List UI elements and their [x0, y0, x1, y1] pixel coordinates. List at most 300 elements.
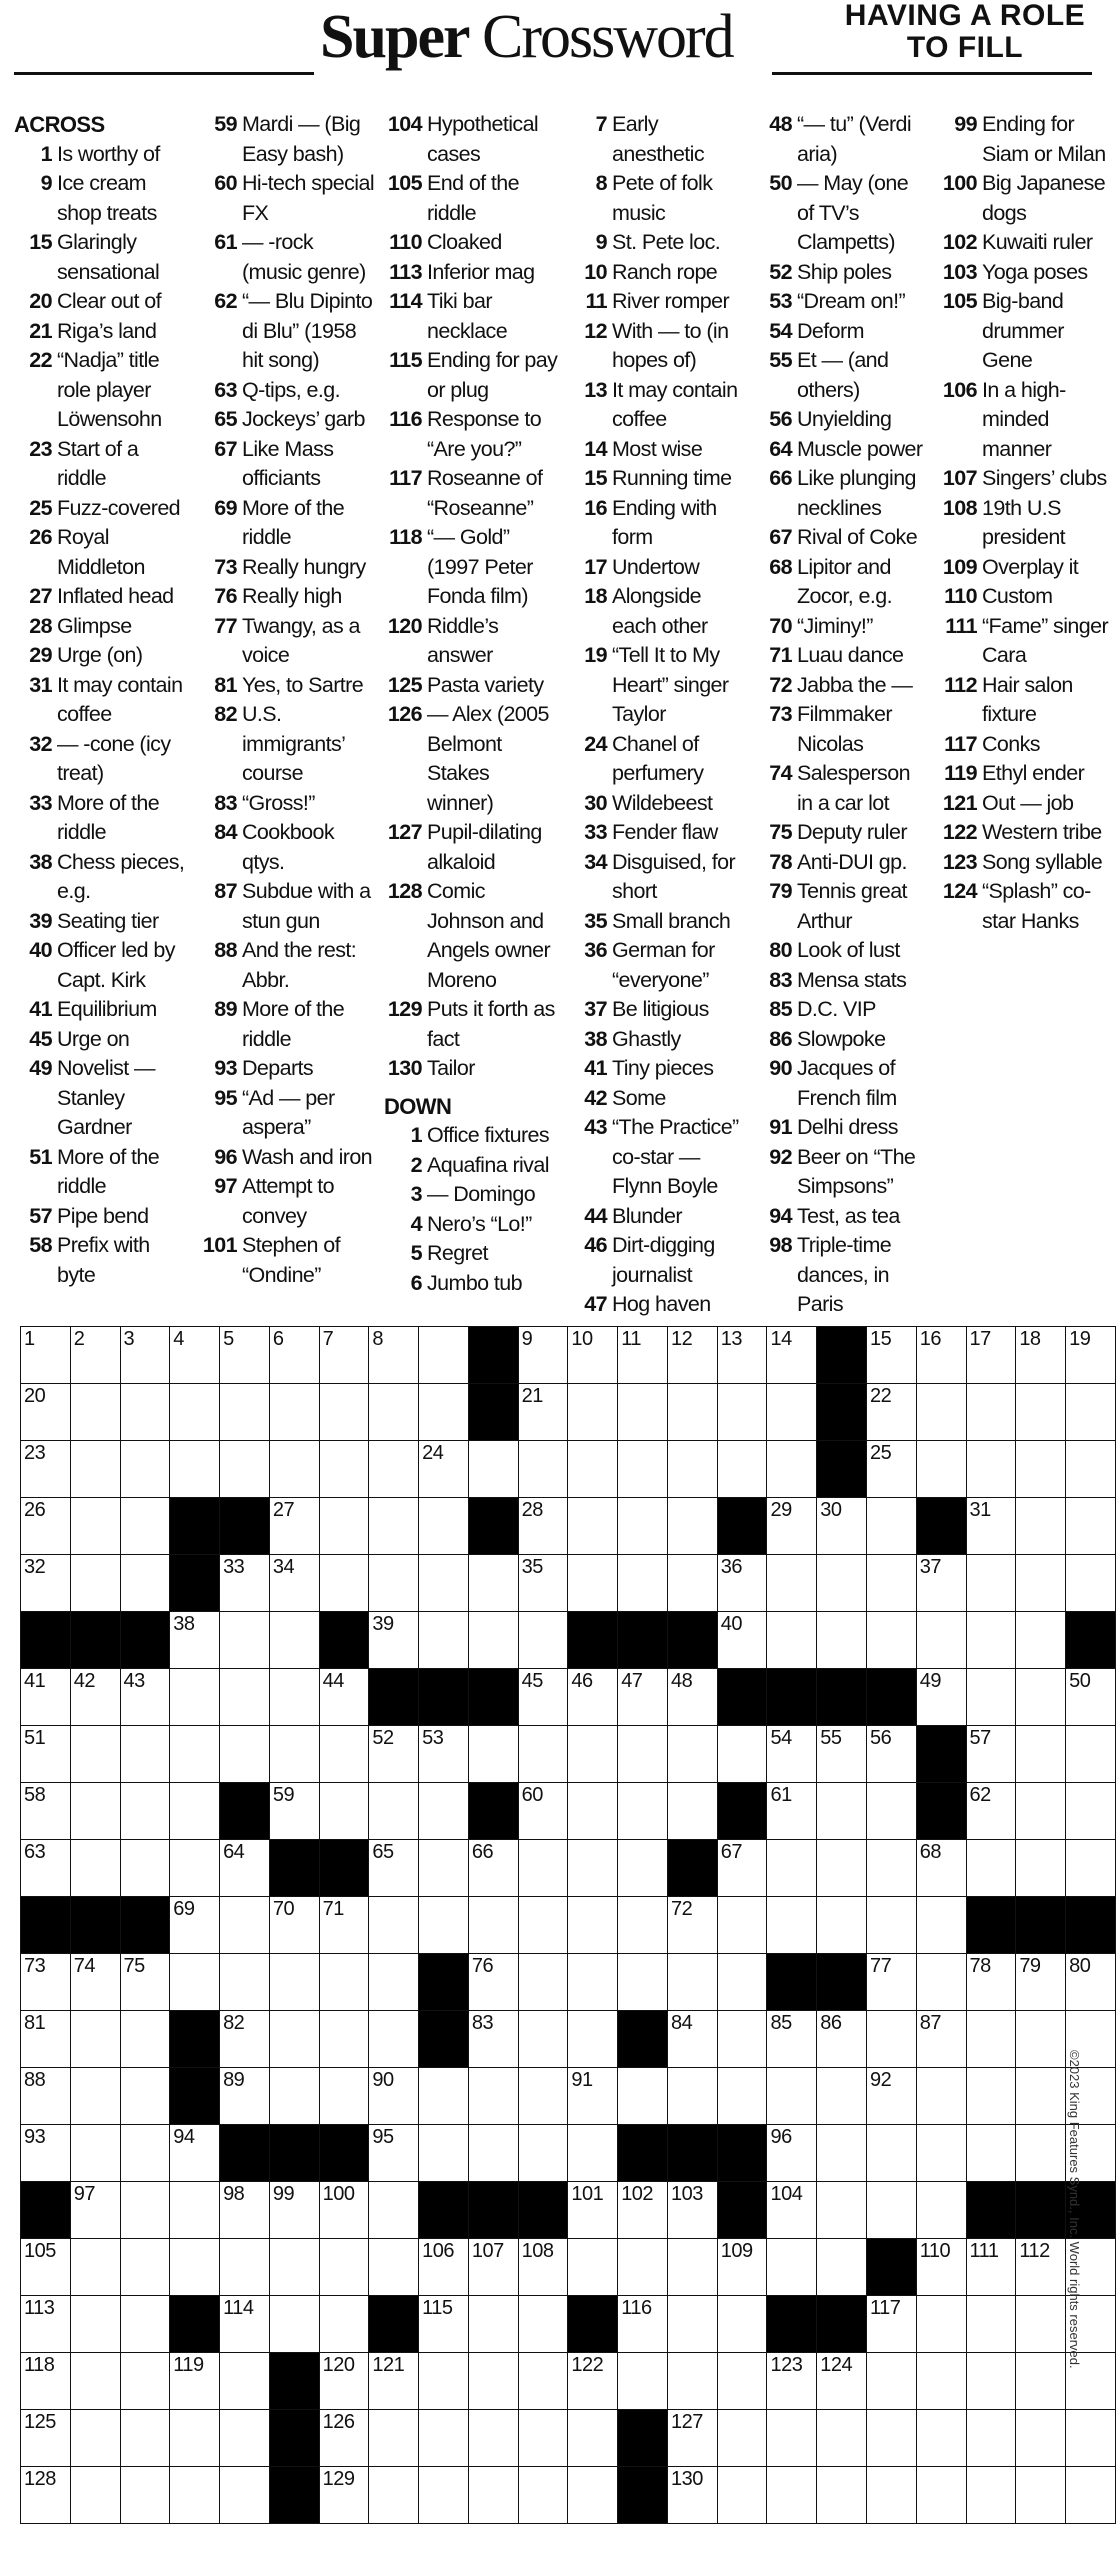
grid-cell[interactable]: [369, 1498, 419, 1555]
grid-cell[interactable]: [319, 2239, 369, 2296]
grid-cell[interactable]: [220, 1669, 270, 1726]
grid-cell[interactable]: [1066, 1954, 1116, 2011]
grid-cell[interactable]: [220, 1327, 270, 1384]
grid-cell[interactable]: [767, 1498, 817, 1555]
grid-cell[interactable]: [867, 1441, 917, 1498]
grid-cell[interactable]: [667, 1897, 717, 1954]
grid-cell[interactable]: [568, 2011, 618, 2068]
grid-cell[interactable]: [518, 2125, 568, 2182]
grid-cell[interactable]: [867, 1555, 917, 1612]
grid-cell[interactable]: [468, 2353, 518, 2410]
grid-cell[interactable]: [21, 1555, 71, 1612]
grid-cell[interactable]: [269, 1783, 319, 1840]
grid-cell[interactable]: [369, 1384, 419, 1441]
grid-cell[interactable]: [269, 2296, 319, 2353]
grid-cell[interactable]: [319, 1726, 369, 1783]
grid-cell[interactable]: [767, 2125, 817, 2182]
grid-cell[interactable]: [916, 2068, 966, 2125]
grid-cell[interactable]: [369, 2353, 419, 2410]
grid-cell[interactable]: [966, 2296, 1016, 2353]
grid-cell[interactable]: [767, 2011, 817, 2068]
grid-cell[interactable]: [966, 1441, 1016, 1498]
grid-cell[interactable]: [518, 2068, 568, 2125]
grid-cell[interactable]: [70, 1669, 120, 1726]
grid-cell[interactable]: [170, 1897, 220, 1954]
grid-cell[interactable]: [369, 2011, 419, 2068]
grid-cell[interactable]: [618, 2068, 668, 2125]
grid-cell[interactable]: [319, 1441, 369, 1498]
grid-cell[interactable]: [170, 2353, 220, 2410]
grid-cell[interactable]: [867, 1726, 917, 1783]
grid-cell[interactable]: [120, 1441, 170, 1498]
grid-cell[interactable]: [170, 1783, 220, 1840]
grid-cell[interactable]: [767, 1612, 817, 1669]
grid-cell[interactable]: [269, 1954, 319, 2011]
grid-cell[interactable]: [1066, 1726, 1116, 1783]
grid-cell[interactable]: [170, 2239, 220, 2296]
grid-cell[interactable]: [269, 1612, 319, 1669]
grid-cell[interactable]: [717, 2353, 767, 2410]
grid-cell[interactable]: [369, 1441, 419, 1498]
grid-cell[interactable]: [170, 2182, 220, 2239]
grid-cell[interactable]: [21, 1840, 71, 1897]
grid-cell[interactable]: [867, 2068, 917, 2125]
grid-cell[interactable]: [468, 1726, 518, 1783]
grid-cell[interactable]: [170, 1954, 220, 2011]
grid-cell[interactable]: [1016, 1726, 1066, 1783]
grid-cell[interactable]: [369, 2239, 419, 2296]
grid-cell[interactable]: [70, 1726, 120, 1783]
grid-cell[interactable]: [70, 1441, 120, 1498]
grid-cell[interactable]: [518, 2239, 568, 2296]
grid-cell[interactable]: [667, 1384, 717, 1441]
grid-cell[interactable]: [21, 2125, 71, 2182]
grid-cell[interactable]: [817, 1783, 867, 1840]
grid-cell[interactable]: [767, 2239, 817, 2296]
grid-cell[interactable]: [319, 2467, 369, 2524]
grid-cell[interactable]: [916, 1669, 966, 1726]
grid-cell[interactable]: [70, 2353, 120, 2410]
grid-cell[interactable]: [966, 2011, 1016, 2068]
grid-cell[interactable]: [70, 2296, 120, 2353]
grid-cell[interactable]: [717, 2410, 767, 2467]
grid-cell[interactable]: [419, 2068, 469, 2125]
grid-cell[interactable]: [966, 1840, 1016, 1897]
grid-cell[interactable]: [1016, 1669, 1066, 1726]
grid-cell[interactable]: [717, 1954, 767, 2011]
grid-cell[interactable]: [568, 1555, 618, 1612]
grid-cell[interactable]: [70, 2068, 120, 2125]
grid-cell[interactable]: [916, 1327, 966, 1384]
grid-cell[interactable]: [518, 1669, 568, 1726]
grid-cell[interactable]: [170, 1726, 220, 1783]
grid-cell[interactable]: [319, 1384, 369, 1441]
grid-cell[interactable]: [618, 1669, 668, 1726]
grid-cell[interactable]: [717, 1384, 767, 1441]
grid-cell[interactable]: [817, 2125, 867, 2182]
grid-cell[interactable]: [966, 2467, 1016, 2524]
grid-cell[interactable]: [170, 1669, 220, 1726]
grid-cell[interactable]: [419, 1612, 469, 1669]
grid-cell[interactable]: [767, 1384, 817, 1441]
grid-cell[interactable]: [568, 2125, 618, 2182]
grid-cell[interactable]: [667, 1726, 717, 1783]
grid-cell[interactable]: [867, 2410, 917, 2467]
grid-cell[interactable]: [817, 2011, 867, 2068]
grid-cell[interactable]: [717, 1612, 767, 1669]
grid-cell[interactable]: [618, 1441, 668, 1498]
grid-cell[interactable]: [319, 1954, 369, 2011]
grid-cell[interactable]: [568, 2068, 618, 2125]
grid-cell[interactable]: [618, 1555, 668, 1612]
grid-cell[interactable]: [867, 1954, 917, 2011]
grid-cell[interactable]: [867, 1327, 917, 1384]
grid-cell[interactable]: [1066, 2410, 1116, 2467]
grid-cell[interactable]: [419, 2467, 469, 2524]
grid-cell[interactable]: [1066, 1384, 1116, 1441]
grid-cell[interactable]: [1066, 1555, 1116, 1612]
grid-cell[interactable]: [269, 1327, 319, 1384]
grid-cell[interactable]: [419, 2239, 469, 2296]
grid-cell[interactable]: [618, 1726, 668, 1783]
grid-cell[interactable]: [966, 1555, 1016, 1612]
grid-cell[interactable]: [369, 1555, 419, 1612]
grid-cell[interactable]: [170, 1384, 220, 1441]
grid-cell[interactable]: [170, 1840, 220, 1897]
grid-cell[interactable]: [717, 1441, 767, 1498]
grid-cell[interactable]: [220, 2296, 270, 2353]
grid-cell[interactable]: [319, 2353, 369, 2410]
grid-cell[interactable]: [70, 1783, 120, 1840]
grid-cell[interactable]: [618, 1840, 668, 1897]
grid-cell[interactable]: [70, 2467, 120, 2524]
grid-cell[interactable]: [916, 1612, 966, 1669]
grid-cell[interactable]: [21, 2068, 71, 2125]
grid-cell[interactable]: [21, 1384, 71, 1441]
grid-cell[interactable]: [1016, 2467, 1066, 2524]
grid-cell[interactable]: [419, 1384, 469, 1441]
grid-cell[interactable]: [70, 1840, 120, 1897]
grid-cell[interactable]: [667, 1327, 717, 1384]
grid-cell[interactable]: [220, 1840, 270, 1897]
grid-cell[interactable]: [120, 2296, 170, 2353]
grid-cell[interactable]: [220, 1612, 270, 1669]
grid-cell[interactable]: [518, 1441, 568, 1498]
grid-cell[interactable]: [468, 1897, 518, 1954]
grid-cell[interactable]: [468, 2467, 518, 2524]
grid-cell[interactable]: [220, 2410, 270, 2467]
grid-cell[interactable]: [319, 1783, 369, 1840]
grid-cell[interactable]: [867, 2467, 917, 2524]
grid-cell[interactable]: [518, 2296, 568, 2353]
grid-cell[interactable]: [518, 1783, 568, 1840]
grid-cell[interactable]: [966, 2125, 1016, 2182]
grid-cell[interactable]: [1016, 2068, 1066, 2125]
grid-cell[interactable]: [419, 1897, 469, 1954]
grid-cell[interactable]: [568, 2239, 618, 2296]
grid-cell[interactable]: [468, 2410, 518, 2467]
grid-cell[interactable]: [817, 2239, 867, 2296]
grid-cell[interactable]: [120, 2125, 170, 2182]
grid-cell[interactable]: [667, 1954, 717, 2011]
grid-cell[interactable]: [120, 2353, 170, 2410]
grid-cell[interactable]: [767, 2182, 817, 2239]
grid-cell[interactable]: [717, 1726, 767, 1783]
grid-cell[interactable]: [1016, 1384, 1066, 1441]
grid-cell[interactable]: [966, 2068, 1016, 2125]
grid-cell[interactable]: [916, 2410, 966, 2467]
grid-cell[interactable]: [269, 1726, 319, 1783]
grid-cell[interactable]: [717, 1327, 767, 1384]
grid-cell[interactable]: [70, 1555, 120, 1612]
grid-cell[interactable]: [966, 2239, 1016, 2296]
grid-cell[interactable]: [419, 2410, 469, 2467]
grid-cell[interactable]: [220, 1555, 270, 1612]
grid-cell[interactable]: [369, 1897, 419, 1954]
grid-cell[interactable]: [867, 1498, 917, 1555]
grid-cell[interactable]: [369, 2125, 419, 2182]
grid-cell[interactable]: [21, 2011, 71, 2068]
grid-cell[interactable]: [1016, 2353, 1066, 2410]
grid-cell[interactable]: [817, 2182, 867, 2239]
grid-cell[interactable]: [767, 1327, 817, 1384]
grid-cell[interactable]: [220, 1384, 270, 1441]
grid-cell[interactable]: [269, 1669, 319, 1726]
grid-cell[interactable]: [767, 2467, 817, 2524]
grid-cell[interactable]: [220, 2353, 270, 2410]
grid-cell[interactable]: [867, 2296, 917, 2353]
grid-cell[interactable]: [867, 2353, 917, 2410]
grid-cell[interactable]: [220, 2467, 270, 2524]
grid-cell[interactable]: [717, 2467, 767, 2524]
grid-cell[interactable]: [269, 1441, 319, 1498]
grid-cell[interactable]: [369, 1840, 419, 1897]
grid-cell[interactable]: [568, 1327, 618, 1384]
grid-cell[interactable]: [916, 1840, 966, 1897]
grid-cell[interactable]: [518, 1327, 568, 1384]
grid-cell[interactable]: [220, 1441, 270, 1498]
grid-cell[interactable]: [319, 1498, 369, 1555]
grid-cell[interactable]: [1066, 1840, 1116, 1897]
grid-cell[interactable]: [767, 1726, 817, 1783]
grid-cell[interactable]: [568, 2410, 618, 2467]
grid-cell[interactable]: [966, 2353, 1016, 2410]
grid-cell[interactable]: [867, 1840, 917, 1897]
grid-cell[interactable]: [518, 1612, 568, 1669]
grid-cell[interactable]: [21, 1498, 71, 1555]
grid-cell[interactable]: [468, 1555, 518, 1612]
grid-cell[interactable]: [419, 1555, 469, 1612]
grid-cell[interactable]: [120, 1384, 170, 1441]
grid-cell[interactable]: [867, 1783, 917, 1840]
grid-cell[interactable]: [319, 2410, 369, 2467]
grid-cell[interactable]: [767, 1783, 817, 1840]
grid-cell[interactable]: [1066, 2467, 1116, 2524]
grid-cell[interactable]: [70, 1327, 120, 1384]
grid-cell[interactable]: [518, 1897, 568, 1954]
grid-cell[interactable]: [817, 1726, 867, 1783]
grid-cell[interactable]: [568, 2182, 618, 2239]
grid-cell[interactable]: [867, 1897, 917, 1954]
grid-cell[interactable]: [120, 2467, 170, 2524]
grid-cell[interactable]: [419, 1783, 469, 1840]
grid-cell[interactable]: [369, 2182, 419, 2239]
grid-cell[interactable]: [667, 1441, 717, 1498]
grid-cell[interactable]: [966, 1954, 1016, 2011]
grid-cell[interactable]: [269, 1555, 319, 1612]
grid-cell[interactable]: [966, 1669, 1016, 1726]
grid-cell[interactable]: [618, 1783, 668, 1840]
grid-cell[interactable]: [916, 2182, 966, 2239]
grid-cell[interactable]: [817, 1840, 867, 1897]
grid-cell[interactable]: [369, 1783, 419, 1840]
grid-cell[interactable]: [667, 2353, 717, 2410]
grid-cell[interactable]: [1016, 2011, 1066, 2068]
grid-cell[interactable]: [419, 1498, 469, 1555]
grid-cell[interactable]: [518, 1954, 568, 2011]
grid-cell[interactable]: [1016, 1441, 1066, 1498]
grid-cell[interactable]: [269, 1897, 319, 1954]
grid-cell[interactable]: [1016, 1327, 1066, 1384]
grid-cell[interactable]: [419, 1327, 469, 1384]
grid-cell[interactable]: [70, 1954, 120, 2011]
grid-cell[interactable]: [369, 1612, 419, 1669]
grid-cell[interactable]: [568, 1669, 618, 1726]
grid-cell[interactable]: [767, 1555, 817, 1612]
grid-cell[interactable]: [120, 1783, 170, 1840]
grid-cell[interactable]: [220, 2239, 270, 2296]
grid-cell[interactable]: [966, 1384, 1016, 1441]
grid-cell[interactable]: [269, 2068, 319, 2125]
grid-cell[interactable]: [966, 1726, 1016, 1783]
grid-cell[interactable]: [518, 1555, 568, 1612]
grid-cell[interactable]: [468, 2011, 518, 2068]
grid-cell[interactable]: [568, 2353, 618, 2410]
grid-cell[interactable]: [667, 2068, 717, 2125]
grid-cell[interactable]: [717, 2239, 767, 2296]
grid-cell[interactable]: [518, 2353, 568, 2410]
grid-cell[interactable]: [867, 2125, 917, 2182]
grid-cell[interactable]: [369, 1327, 419, 1384]
grid-cell[interactable]: [21, 1954, 71, 2011]
grid-cell[interactable]: [916, 1897, 966, 1954]
grid-cell[interactable]: [120, 2239, 170, 2296]
grid-cell[interactable]: [717, 1897, 767, 1954]
grid-cell[interactable]: [1016, 2239, 1066, 2296]
grid-cell[interactable]: [518, 1726, 568, 1783]
grid-cell[interactable]: [568, 1498, 618, 1555]
grid-cell[interactable]: [319, 1327, 369, 1384]
grid-cell[interactable]: [319, 1897, 369, 1954]
grid-cell[interactable]: [419, 1840, 469, 1897]
grid-cell[interactable]: [220, 1954, 270, 2011]
grid-cell[interactable]: [419, 2125, 469, 2182]
grid-cell[interactable]: [867, 2011, 917, 2068]
grid-cell[interactable]: [319, 1555, 369, 1612]
grid-cell[interactable]: [319, 2182, 369, 2239]
grid-cell[interactable]: [667, 2296, 717, 2353]
grid-cell[interactable]: [1066, 1669, 1116, 1726]
grid-cell[interactable]: [618, 2182, 668, 2239]
grid-cell[interactable]: [170, 1612, 220, 1669]
grid-cell[interactable]: [966, 1783, 1016, 1840]
grid-cell[interactable]: [717, 2011, 767, 2068]
grid-cell[interactable]: [867, 1612, 917, 1669]
grid-cell[interactable]: [468, 1612, 518, 1669]
grid-cell[interactable]: [170, 2410, 220, 2467]
grid-cell[interactable]: [170, 2125, 220, 2182]
grid-cell[interactable]: [1016, 1555, 1066, 1612]
grid-cell[interactable]: [1066, 1441, 1116, 1498]
grid-cell[interactable]: [120, 1840, 170, 1897]
grid-cell[interactable]: [817, 1555, 867, 1612]
grid-cell[interactable]: [468, 1441, 518, 1498]
grid-cell[interactable]: [70, 2239, 120, 2296]
grid-cell[interactable]: [1066, 1783, 1116, 1840]
grid-cell[interactable]: [767, 2353, 817, 2410]
grid-cell[interactable]: [518, 2467, 568, 2524]
grid-cell[interactable]: [966, 1498, 1016, 1555]
grid-cell[interactable]: [21, 1441, 71, 1498]
grid-cell[interactable]: [916, 2125, 966, 2182]
grid-cell[interactable]: [717, 2296, 767, 2353]
grid-cell[interactable]: [419, 1726, 469, 1783]
grid-cell[interactable]: [120, 2068, 170, 2125]
grid-cell[interactable]: [70, 1498, 120, 1555]
grid-cell[interactable]: [518, 1384, 568, 1441]
grid-cell[interactable]: [817, 1612, 867, 1669]
grid-cell[interactable]: [468, 2068, 518, 2125]
grid-cell[interactable]: [667, 1498, 717, 1555]
grid-cell[interactable]: [717, 1840, 767, 1897]
grid-cell[interactable]: [568, 2467, 618, 2524]
grid-cell[interactable]: [568, 1441, 618, 1498]
grid-cell[interactable]: [916, 2353, 966, 2410]
grid-cell[interactable]: [70, 2182, 120, 2239]
grid-cell[interactable]: [568, 1726, 618, 1783]
grid-cell[interactable]: [319, 2068, 369, 2125]
grid-cell[interactable]: [916, 1441, 966, 1498]
grid-cell[interactable]: [1016, 1612, 1066, 1669]
grid-cell[interactable]: [618, 2296, 668, 2353]
grid-cell[interactable]: [817, 2353, 867, 2410]
grid-cell[interactable]: [120, 1726, 170, 1783]
grid-cell[interactable]: [1016, 2125, 1066, 2182]
grid-cell[interactable]: [120, 1327, 170, 1384]
grid-cell[interactable]: [767, 2068, 817, 2125]
grid-cell[interactable]: [1016, 2410, 1066, 2467]
grid-cell[interactable]: [369, 2410, 419, 2467]
grid-cell[interactable]: [767, 1897, 817, 1954]
grid-cell[interactable]: [369, 1726, 419, 1783]
grid-cell[interactable]: [21, 2353, 71, 2410]
grid-cell[interactable]: [1016, 1840, 1066, 1897]
grid-cell[interactable]: [120, 2182, 170, 2239]
grid-cell[interactable]: [21, 2239, 71, 2296]
grid-cell[interactable]: [916, 1555, 966, 1612]
grid-cell[interactable]: [70, 2410, 120, 2467]
grid-cell[interactable]: [319, 2296, 369, 2353]
grid-cell[interactable]: [120, 1498, 170, 1555]
grid-cell[interactable]: [468, 2296, 518, 2353]
grid-cell[interactable]: [667, 1555, 717, 1612]
grid-cell[interactable]: [70, 1384, 120, 1441]
grid-cell[interactable]: [419, 1441, 469, 1498]
grid-cell[interactable]: [867, 2182, 917, 2239]
grid-cell[interactable]: [1016, 1954, 1066, 2011]
grid-cell[interactable]: [568, 1384, 618, 1441]
grid-cell[interactable]: [717, 1555, 767, 1612]
